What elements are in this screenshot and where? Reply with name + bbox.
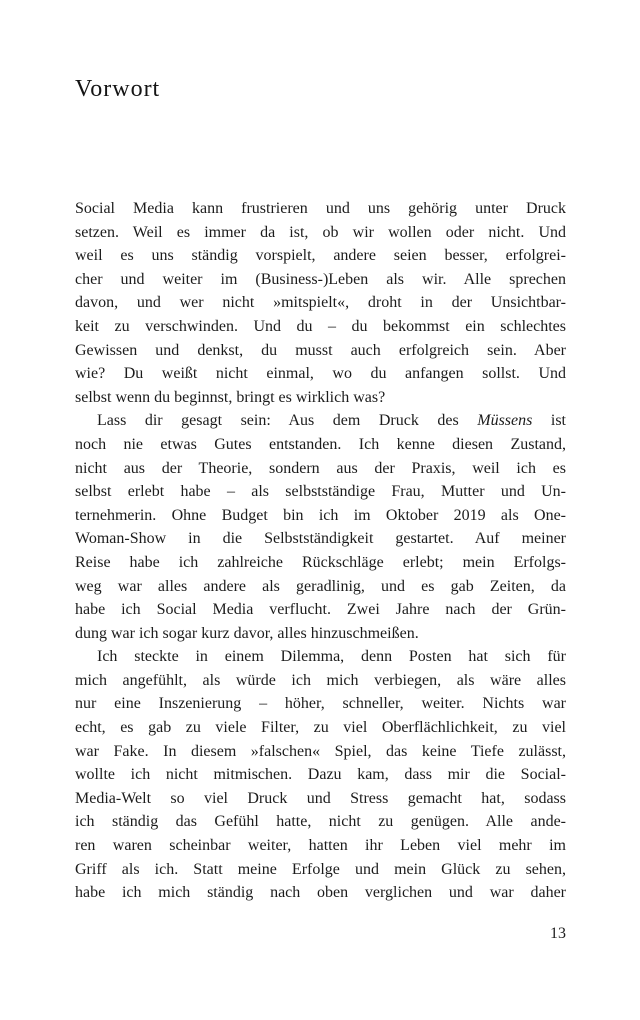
text-line: [75, 268, 566, 292]
text-run: habe ich Social Media verflucht. Zwei Jahre nach der Grün-: [75, 601, 566, 619]
text-line: [75, 291, 566, 315]
text-line: [75, 881, 566, 905]
text-run: Reise habe ich zahlreiche Rückschläge erlebt; mein Erfolgs-: [75, 553, 566, 571]
text-line: [75, 527, 566, 551]
text-line: [75, 763, 566, 787]
page-title: Vorwort: [75, 76, 161, 102]
text-run: wie? Du weißt nicht einmal, wo du anfangen sollst. Und: [75, 365, 566, 383]
text-line: [75, 386, 566, 410]
text-line: [75, 315, 566, 339]
text-run: keit zu verschwinden. Und du – du bekommst ein schlechtes: [75, 317, 566, 335]
text-line: [75, 221, 566, 245]
text-line: [75, 858, 566, 882]
text-line: [75, 834, 566, 858]
text-run: nicht aus der Theorie, sondern aus der Praxis, weil ich es: [75, 459, 566, 477]
text-line: [75, 197, 566, 221]
text-run: setzen. Weil es immer da ist, ob wir wollen oder nicht. Und: [75, 223, 566, 241]
text-run: dung war ich sogar kurz davor, alles hinzuschmeißen.: [75, 624, 419, 642]
text-run: war Fake. In diesem »falschen« Spiel, das keine Tiefe zulässt,: [75, 742, 566, 760]
text-run: weg war alles andere als geradlinig, und es gab Zeiten, da: [75, 577, 566, 595]
text-run: davon, und wer nicht »mitspielt«, droht in der Unsichtbar-: [75, 294, 566, 312]
text-run: ist: [532, 412, 566, 430]
text-run: habe ich mich ständig nach oben verglichen und war daher: [75, 884, 566, 902]
paragraph: [75, 197, 566, 409]
text-run: ich ständig das Gefühl hatte, nicht zu genügen. Alle ande-: [75, 813, 566, 831]
text-run: noch nie etwas Gutes entstanden. Ich kenne diesen Zustand,: [75, 435, 566, 453]
paragraph: [75, 409, 566, 645]
italic-text-run: Müssens: [477, 412, 533, 430]
paragraph: [75, 645, 566, 905]
text-line: [75, 645, 566, 669]
text-line: [75, 362, 566, 386]
text-run: weil es uns ständig vorspielt, andere seien besser, erfolgrei-: [75, 247, 566, 265]
text-block: [75, 197, 566, 905]
text-run: Lass dir gesagt sein: Aus dem Druck des: [97, 412, 478, 430]
text-run: selbst erlebt habe – als selbstständige Frau, Mutter und Un-: [75, 483, 566, 501]
text-line: [75, 575, 566, 599]
text-run: cher und weiter im (Business-)Leben als wir. Alle sprechen: [75, 270, 566, 288]
page-number: 13: [550, 925, 566, 942]
text-run: Griff als ich. Statt meine Erfolge und mein Glück zu sehen,: [75, 860, 566, 878]
text-line: [75, 740, 566, 764]
text-run: echt, es gab zu viele Filter, zu viel Oberflächlichkeit, zu viel: [75, 719, 566, 737]
text-run: Media-Welt so viel Druck und Stress gemacht hat, sodass: [75, 789, 566, 807]
text-line: [75, 339, 566, 363]
text-run: Gewissen und denkst, du musst auch erfolgreich sein. Aber: [75, 341, 566, 359]
text-line: [75, 409, 566, 433]
text-run: Ich steckte in einem Dilemma, denn Posten hat sich für: [97, 648, 566, 666]
text-line: [75, 810, 566, 834]
text-run: Woman-Show in die Selbstständigkeit gestartet. Auf meiner: [75, 530, 566, 548]
text-line: [75, 457, 566, 481]
text-line: [75, 551, 566, 575]
text-run: mich angefühlt, als würde ich mich verbiegen, als wäre alles: [75, 671, 566, 689]
text-line: [75, 433, 566, 457]
text-line: [75, 504, 566, 528]
text-line: [75, 244, 566, 268]
text-line: [75, 692, 566, 716]
text-line: [75, 598, 566, 622]
text-line: [75, 787, 566, 811]
text-line: [75, 669, 566, 693]
text-run: Social Media kann frustrieren und uns gehörig unter Druck: [75, 200, 566, 217]
text-line: [75, 622, 566, 646]
text-run: wollte ich nicht mitmischen. Dazu kam, dass mir die Social-: [75, 766, 566, 784]
text-line: [75, 716, 566, 740]
text-run: ren waren scheinbar weiter, hatten ihr Leben viel mehr im: [75, 837, 566, 855]
text-run: selbst wenn du beginnst, bringt es wirklich was?: [75, 388, 386, 406]
text-run: ternehmerin. Ohne Budget bin ich im Oktober 2019 als One-: [75, 506, 566, 524]
text-run: nur eine Inszenierung – höher, schneller, weiter. Nichts war: [75, 695, 566, 713]
text-line: [75, 480, 566, 504]
